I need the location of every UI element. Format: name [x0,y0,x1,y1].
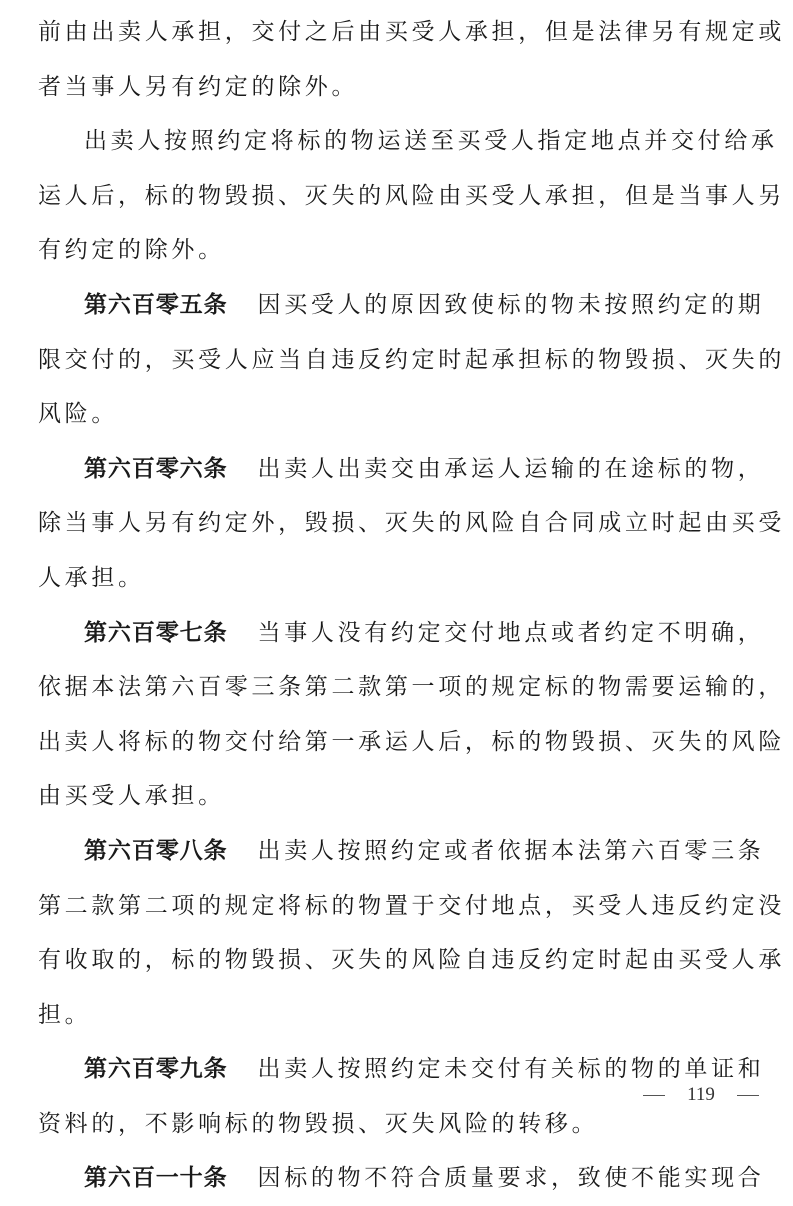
article-label: 第六百零八条 [84,837,228,864]
article-first-line [38,442,765,497]
text-line: 除当事人另有约定外，毁损、灭失的风险自合同成立时起由买受 [38,510,786,537]
article-610 [38,1151,765,1206]
article-first-line [38,606,765,661]
article-first-line [38,1151,765,1206]
text-line: 风险。 [38,401,119,428]
footer-dash-right [737,1095,759,1096]
article-label: 第六百零七条 [84,619,228,646]
text-run: 出卖人出卖交由承运人运输的在途标的物， [257,455,765,482]
text-line: 人承担。 [38,564,145,591]
article-first-line [38,824,765,879]
article-606 [38,442,786,606]
article-label: 第六百零九条 [84,1056,228,1083]
text-run: 出卖人按照约定或者依据本法第六百零三条 [257,837,765,864]
text-line: 出卖人按照约定将标的物运送至买受人指定地点并交付给承 [84,128,778,155]
text-line: 前由出卖人承担，交付之后由买受人承担，但是法律另有规定或 [38,19,786,45]
article-608 [38,824,786,1042]
text-line: 有收取的，标的物毁损、灭失的风险自违反约定时起由买受人承 [38,947,786,974]
text-run: 当事人没有约定交付地点或者约定不明确， [257,619,765,646]
text-line: 有约定的除外。 [38,237,225,264]
article-label: 第六百一十条 [84,1165,228,1192]
article-607 [38,606,786,824]
text-run: 因买受人的原因致使标的物未按照约定的期 [257,291,765,318]
article-first-line [38,278,765,333]
footer-dash-left [643,1095,665,1096]
text-line: 者当事人另有约定的除外。 [38,73,359,100]
page-number: 119 [687,1084,715,1105]
article-label: 第六百零五条 [84,291,228,318]
text-line: 运人后，标的物毁损、灭失的风险由买受人承担，但是当事人另 [38,182,786,209]
text-line: 资料的，不影响标的物毁损、灭失风险的转移。 [38,1110,599,1137]
text-run: 出卖人按照约定未交付有关标的物的单证和 [257,1056,765,1083]
text-line: 担。 [38,1001,92,1028]
article-605 [38,278,786,442]
paragraph-continuation [38,5,786,114]
page-footer [643,1080,759,1110]
text-line: 第二款第二项的规定将标的物置于交付地点，买受人违反约定没 [38,892,786,919]
text-line: 限交付的，买受人应当自违反约定时起承担标的物毁损、灭失的 [38,346,786,373]
article-label: 第六百零六条 [84,455,228,482]
text-run: 因标的物不符合质量要求，致使不能实现合 [257,1165,765,1192]
text-line: 出卖人将标的物交付给第一承运人后，标的物毁损、灭失的风险 [38,728,786,755]
document-page [38,5,786,1206]
paragraph [38,114,786,278]
text-line: 依据本法第六百零三条第二款第一项的规定标的物需要运输的， [38,674,786,701]
text-line: 由买受人承担。 [38,783,225,810]
